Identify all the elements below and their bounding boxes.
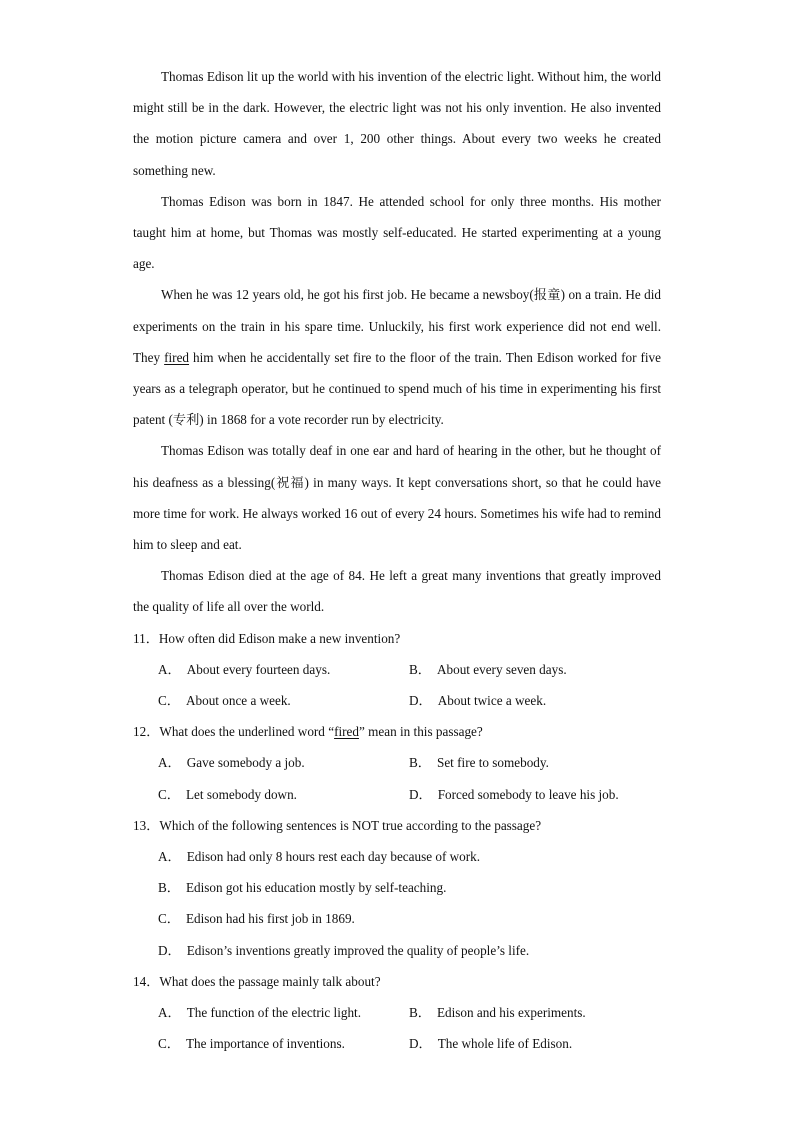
option-letter: B．	[158, 880, 180, 896]
option-text: The function of the electric light.	[186, 1005, 362, 1021]
option-a[interactable]	[158, 654, 409, 685]
passage-paragraph-2: Thomas Edison was born in 1847. He attended school for only three months. His mother taught him at home, but Thomas was mostly self-educated. He started experimenting at a young age.	[133, 193, 661, 272]
option-text: Edison’s inventions greatly improved the quality of people’s life.	[186, 942, 530, 958]
worksheet-page	[133, 61, 661, 1060]
option-text: Set fire to somebody.	[436, 755, 549, 771]
option-text: About every fourteen days.	[186, 661, 331, 677]
option-text: About every seven days.	[436, 661, 567, 677]
option-letter: A．	[158, 1005, 181, 1021]
option-letter: C．	[158, 911, 180, 927]
underlined-word-fired: fired	[164, 349, 190, 365]
option-letter: C．	[158, 1036, 180, 1052]
underlined-word-fired: fired	[334, 724, 359, 740]
option-text: Edison got his education mostly by self-teaching.	[185, 880, 447, 896]
passage-paragraph-3	[133, 279, 661, 435]
paragraph-3-text-b: him when he accidentally set fire to the floor of the train. Then Edison worked for five years as a telegraph operator, but he continued to spend much of his time in experimenting his first patent (专利) in 1868 for a vote recorder run by electricity.	[133, 349, 661, 428]
option-b[interactable]	[133, 872, 661, 903]
option-a[interactable]	[158, 747, 409, 778]
option-letter: D．	[409, 693, 432, 709]
option-text: The whole life of Edison.	[437, 1036, 573, 1052]
option-letter: A．	[158, 755, 181, 771]
option-text: Edison had his first job in 1869.	[185, 911, 355, 927]
question-11-stem: 11．How often did Edison make a new invention?	[133, 630, 401, 646]
question-14-stem: 14．What does the passage mainly talk about?	[133, 973, 381, 989]
option-letter: D．	[409, 1036, 432, 1052]
option-b[interactable]	[409, 747, 669, 778]
passage-paragraph-5: Thomas Edison died at the age of 84. He left a great many inventions that greatly improved the quality of life all over the world.	[133, 568, 661, 615]
question-12	[133, 716, 661, 810]
option-text: Edison had only 8 hours rest each day because of work.	[186, 849, 481, 865]
option-text: The importance of inventions.	[185, 1036, 345, 1052]
option-letter: B．	[409, 661, 431, 677]
question-12-stem-a: 12．What does the underlined word “	[133, 724, 335, 740]
question-12-options	[133, 747, 661, 809]
option-a[interactable]	[133, 841, 661, 872]
question-13	[133, 810, 661, 966]
option-letter: A．	[158, 661, 181, 677]
question-12-stem-b: ” mean in this passage?	[358, 724, 483, 740]
passage-paragraph-4: Thomas Edison was totally deaf in one ear and hard of hearing in the other, but he thought of his deafness as a blessing(祝福) in many ways. It kept conversations short, so that he could have more time for work. He always worked 16 out of every 24 hours. Sometimes his wife had to remind him to sleep and eat.	[133, 443, 661, 553]
option-c[interactable]	[158, 779, 409, 810]
option-letter: C．	[158, 786, 180, 802]
option-d[interactable]	[409, 1028, 669, 1059]
option-c[interactable]	[133, 903, 661, 934]
option-a[interactable]	[158, 997, 409, 1028]
option-letter: D．	[409, 786, 432, 802]
question-14-options	[133, 997, 661, 1059]
option-d[interactable]	[409, 779, 669, 810]
question-11	[133, 623, 661, 717]
option-b[interactable]	[409, 654, 669, 685]
option-text: About once a week.	[185, 693, 291, 709]
question-13-stem: 13．Which of the following sentences is NOT true according to the passage?	[133, 817, 542, 833]
option-d[interactable]	[133, 935, 661, 966]
option-letter: B．	[409, 1005, 431, 1021]
option-letter: D．	[158, 942, 181, 958]
option-text: Let somebody down.	[185, 786, 297, 802]
option-c[interactable]	[158, 1028, 409, 1059]
option-text: Gave somebody a job.	[186, 755, 305, 771]
option-text: About twice a week.	[437, 693, 547, 709]
question-11-options	[133, 654, 661, 716]
question-14	[133, 966, 661, 1060]
option-text: Edison and his experiments.	[436, 1005, 586, 1021]
option-c[interactable]	[158, 685, 409, 716]
option-b[interactable]	[409, 997, 669, 1028]
option-letter: B．	[409, 755, 431, 771]
question-12-stem	[133, 716, 661, 747]
passage-paragraph-1: Thomas Edison lit up the world with his invention of the electric light. Without him, the world might still be in the dark. However, the electric light was not his only invention. He also invented the motion picture camera and over 1, 200 other things. About every two weeks he created something new.	[133, 69, 661, 178]
option-text: Forced somebody to leave his job.	[437, 786, 619, 802]
option-d[interactable]	[409, 685, 669, 716]
option-letter: A．	[158, 849, 181, 865]
paragraph-3-text-a: When he was 12 years old, he got his first job. He became a newsboy(报童) on a train. He did experiments on the train in his spare time. Unluckily, his first work experience did not end well. They	[133, 287, 661, 365]
option-letter: C．	[158, 693, 180, 709]
